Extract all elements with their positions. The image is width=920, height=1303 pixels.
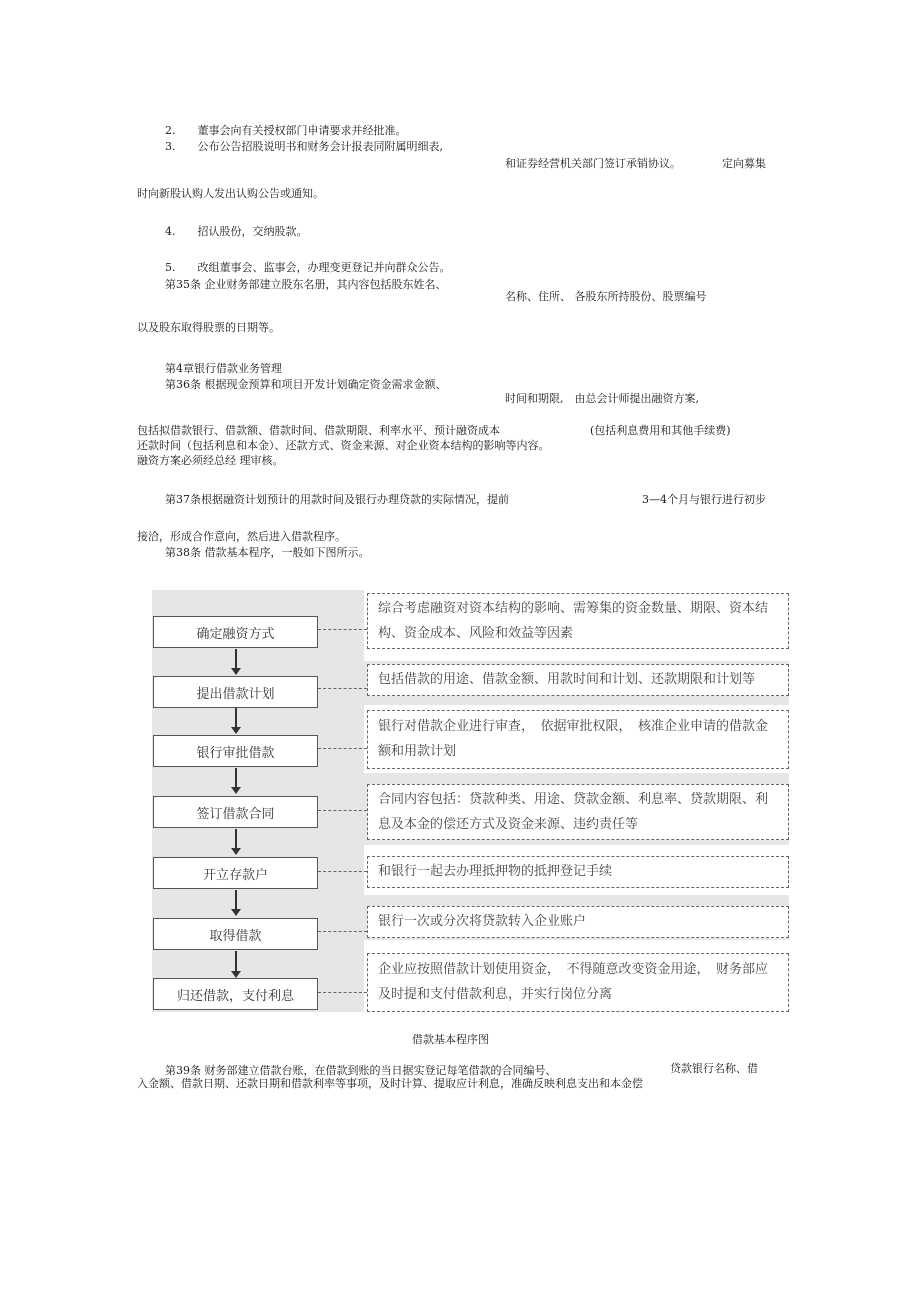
article-36-cont-2: 包括拟借款银行、借款额、借款时间、借款期限、利率水平、预计融资成本	[137, 424, 500, 437]
flow-arrow	[235, 951, 237, 972]
flow-note-financing: 综合考虑融资对资本结构的影响、需筹集的资金数量、期限、资本结构、资金成本、风险和效益等因素	[367, 593, 789, 649]
flow-note-repay: 企业应按照借款计划使用资金， 不得随意改变资金用途， 财务部应及时提和支付借款利息，并实行岗位分离	[367, 953, 789, 1012]
item-3-cont-2: 定向募集	[722, 157, 766, 170]
article-35-cont-2: 以及股东取得股票的日期等。	[137, 321, 280, 334]
flow-note-contract: 合同内容包括：贷款种类、用途、贷款金额、利息率、贷款期限、利息及本金的偿还方式及资金来源、违约责任等	[367, 784, 789, 840]
flow-step-open-account: 开立存款户	[153, 857, 318, 889]
flow-arrow	[235, 890, 237, 910]
flow-arrow	[235, 708, 237, 728]
article-36-cont: 时间和期限, 由总会计师提出融资方案,	[505, 392, 699, 405]
flow-arrow-head	[231, 909, 241, 916]
item-5: 5. 改组董事会、监事会，办理变更登记并向群众公告。	[165, 261, 451, 274]
flow-arrow	[235, 768, 237, 788]
article-35-cont: 名称、住所、 各股东所持股份、股票编号	[505, 290, 707, 303]
article-36-cont-4: 还款时间（包括利息和本金）、还款方式、资金来源、对企业资本结构的影响等内容。	[137, 439, 550, 452]
flow-note-approval: 银行对借款企业进行审查， 依据审批权限， 核准企业申请的借款金额和用款计划	[367, 710, 789, 769]
flow-step-obtain-loan: 取得借款	[153, 918, 318, 950]
flow-connector	[318, 810, 367, 811]
flow-step-sign-contract: 签订借款合同	[153, 796, 318, 828]
flow-connector	[318, 871, 367, 872]
flow-arrow-head	[231, 727, 241, 734]
flow-arrow-head	[231, 787, 241, 794]
flow-connector	[318, 992, 367, 993]
flow-arrow-head	[231, 971, 241, 978]
article-39: 第39条 财务部建立借款台账，在借款到账的当日据实登记每笔借款的合同编号、	[165, 1064, 557, 1077]
flow-arrow	[235, 649, 237, 669]
flow-note-obtain: 银行一次或分次将贷款转入企业账户	[367, 906, 789, 938]
flow-step-borrowing-plan: 提出借款计划	[153, 676, 318, 708]
item-2: 2. 董事会向有关授权部门申请要求并经批准。	[165, 124, 407, 137]
flow-step-bank-approval: 银行审批借款	[153, 735, 318, 767]
item-3-cont-3: 时向新股认购人发出认购公告或通知。	[137, 187, 324, 200]
article-36-cont-5: 融资方案必须经总经 理审核。	[137, 454, 284, 467]
article-36-cont-3: (包括利息费用和其他手续费)	[590, 424, 731, 437]
flow-connector	[318, 931, 367, 932]
item-3: 3. 公布公告招股说明书和财务会计报表同附属明细表,	[165, 140, 443, 153]
flow-connector	[318, 688, 367, 689]
chapter-4-title: 第4章银行借款业务管理	[165, 362, 282, 375]
article-35: 第35条 企业财务部建立股东名册，其内容包括股东姓名、	[165, 278, 447, 291]
item-4: 4. 招认股份，交纳股款。	[165, 225, 308, 238]
flow-connector	[318, 629, 367, 630]
article-37-cont-2: 接洽，形成合作意向，然后进入借款程序。	[137, 530, 346, 543]
article-39-cont-2: 入金额、借款日期、还款日期和借款利率等事项，及时计算、提取应计利息，准确反映利息支出和本金偿	[137, 1077, 643, 1090]
article-37-cont: 3—4个月与银行进行初步	[642, 493, 766, 506]
flow-step-determine-financing: 确定融资方式	[153, 616, 318, 648]
flow-arrow	[235, 829, 237, 849]
article-36: 第36条 根据现金预算和项目开发计划确定资金需求金额、	[165, 378, 447, 391]
flow-arrow-head	[231, 848, 241, 855]
item-3-cont: 和证券经营机关部门签订承销协议。	[505, 157, 681, 170]
flow-step-repay: 归还借款，支付利息	[153, 978, 318, 1010]
flow-connector	[318, 748, 367, 749]
flow-arrow-head	[231, 668, 241, 675]
figure-caption: 借款基本程序图	[412, 1033, 489, 1046]
article-39-cont: 贷款银行名称、借	[670, 1062, 758, 1075]
flow-note-account: 和银行一起去办理抵押物的抵押登记手续	[367, 856, 789, 888]
flow-note-plan: 包括借款的用途、借款金额、用款时间和计划、还款期限和计划等	[367, 664, 789, 696]
article-38: 第38条 借款基本程序，一般如下图所示。	[165, 546, 370, 559]
article-37: 第37条根据融资计划预计的用款时间及银行办理贷款的实际情况，提前	[165, 493, 509, 506]
